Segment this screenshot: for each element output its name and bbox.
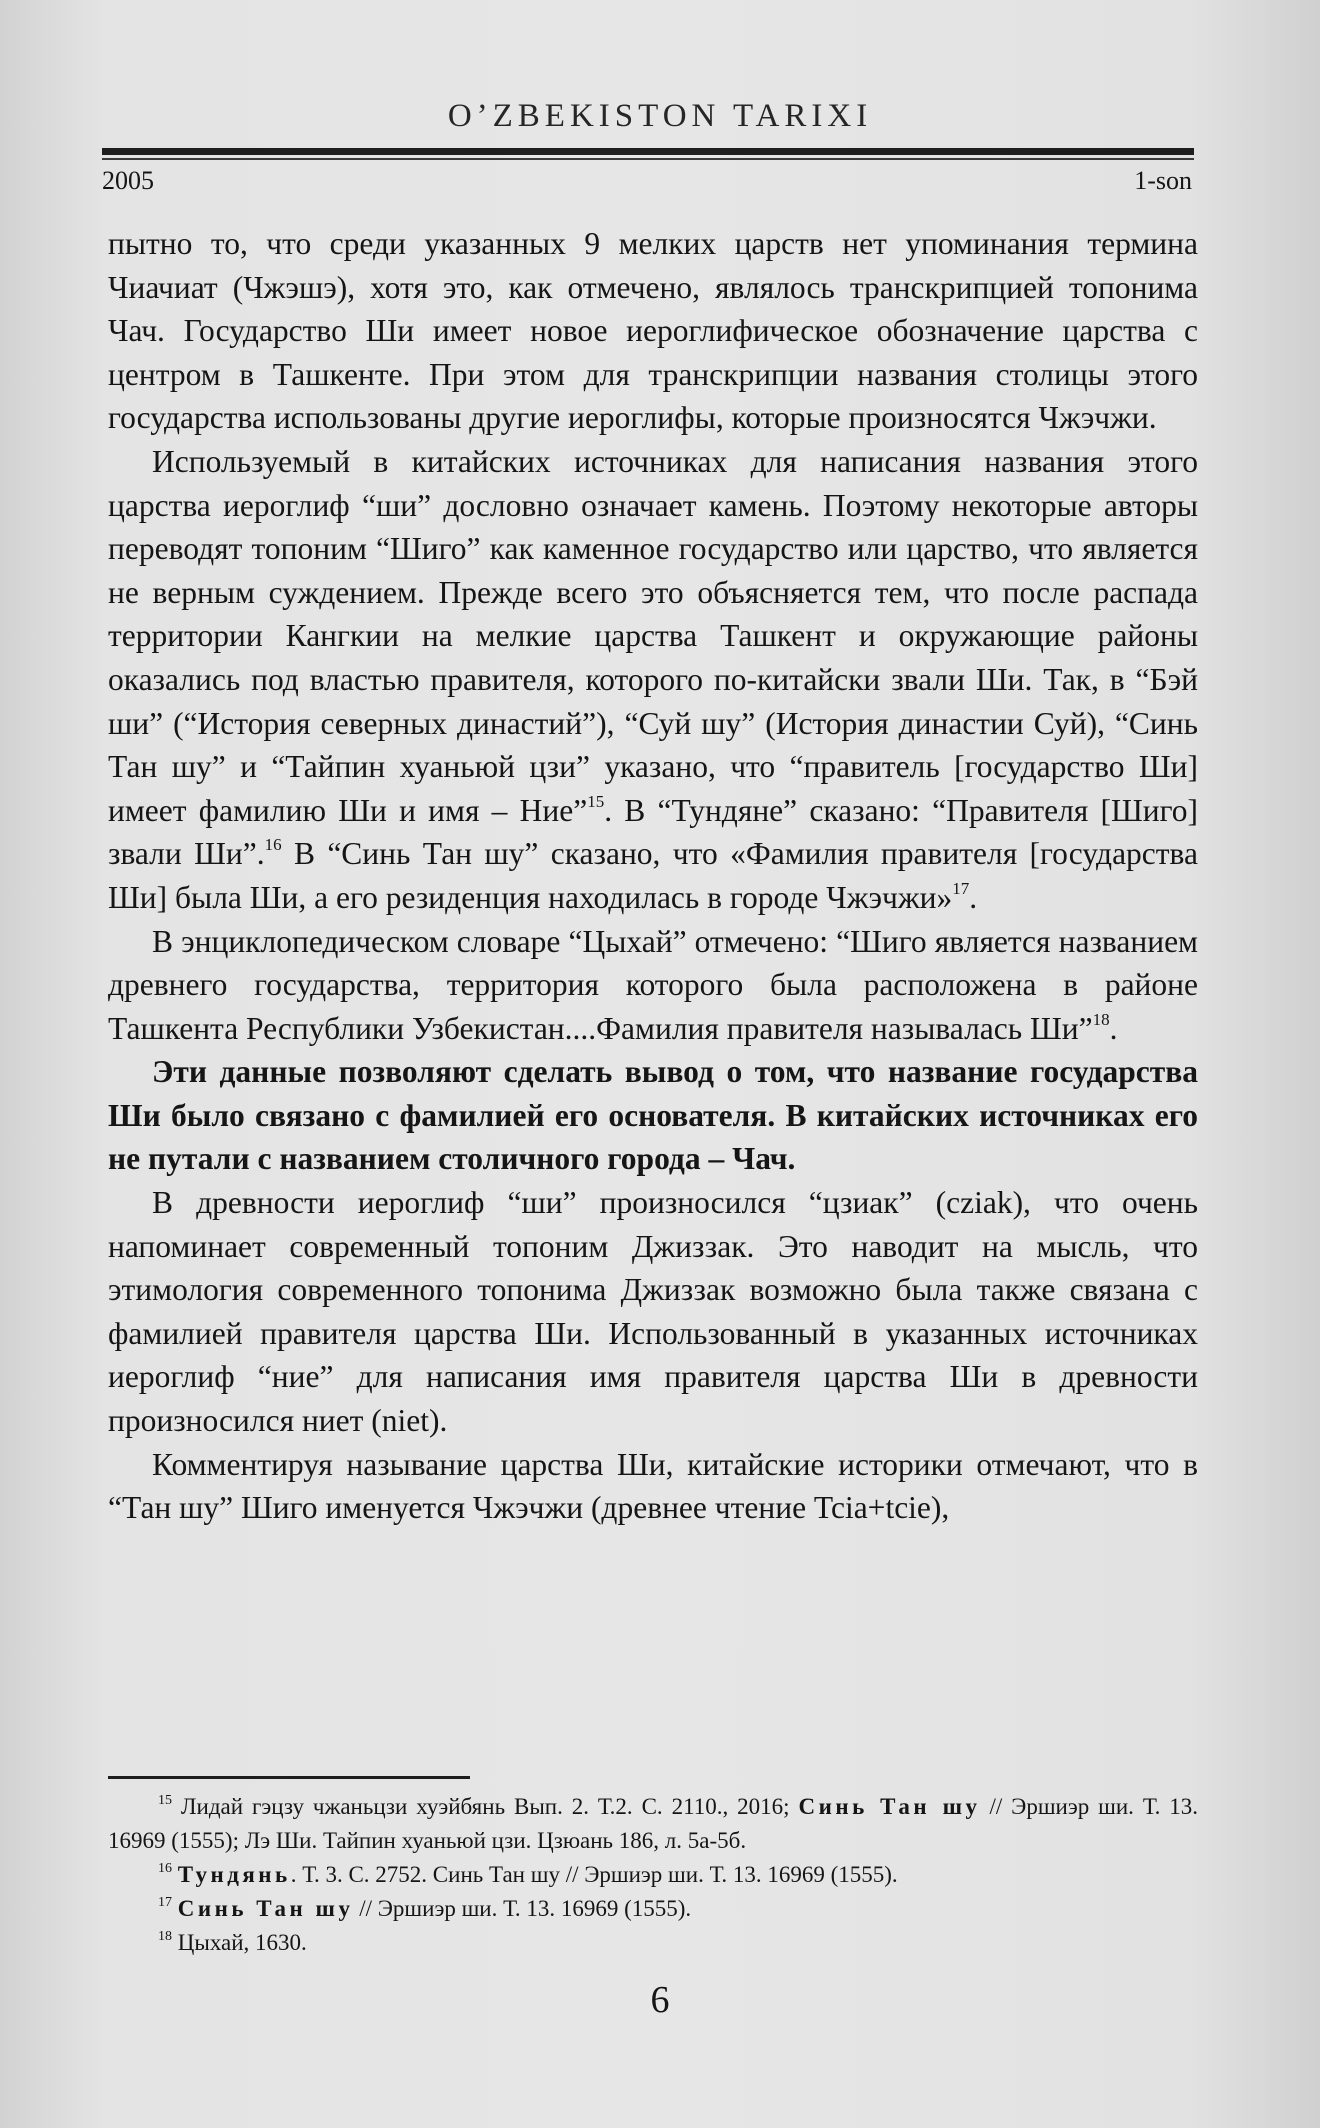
footnotes — [108, 1790, 1198, 1960]
page-number: 6 — [650, 1979, 670, 2021]
footnote-source-title: Тундянь — [177, 1862, 291, 1887]
footnote-number: 15 — [158, 1793, 172, 1808]
footnote-16 — [108, 1858, 1198, 1892]
footnote-18 — [108, 1926, 1198, 1960]
header-issue: 1-son — [1134, 166, 1192, 195]
footnote-number: 17 — [158, 1895, 172, 1910]
footnote-ref-17: 17 — [952, 878, 970, 898]
paragraph-2-text-c: В “Синь Тан шу” сказано, что «Фамилия правителя [государства Ши] была Ши, а его резиденция находилась в городе Чжэчжи» — [108, 836, 1198, 915]
footnote-number: 18 — [158, 1929, 172, 1944]
paragraph-3 — [108, 920, 1198, 1051]
paragraph-3-text-a: В энциклопедическом словаре “Цыхай” отмечено: “Шиго является названием древнего государства, территория которого была расположена в районе Ташкента Республики Узбекистан....Фамилия правителя называлась Ши” — [108, 923, 1198, 1046]
footnote-15 — [108, 1790, 1198, 1858]
header-rule-thick — [102, 148, 1194, 155]
footnote-separator — [108, 1776, 470, 1779]
paragraph-2-text-d: . — [969, 879, 978, 915]
footnote-17 — [108, 1892, 1198, 1926]
paragraph-2 — [108, 440, 1198, 920]
paragraph-1: пытно то, что среди указанных 9 мелких царств нет упоминания термина Чиачиат (Чжэшэ), хотя это, как отмечено, являлось транскрипцией топонима Чач. Государство Ши имеет новое иероглифическое обозначение царства с центром в Ташкенте. При этом для транскрипции названия столицы этого государства использованы другие иероглифы, которые произносятся Чжэчжи. — [108, 226, 1198, 436]
footnote-text: // Эршиэр ши. Т. 13. 16969 (1555). — [353, 1896, 692, 1921]
footnote-source-title: Синь Тан шу — [798, 1794, 981, 1819]
footnote-number: 16 — [158, 1861, 172, 1876]
footnote-ref-16: 16 — [264, 835, 282, 855]
paragraph-6: Комментируя называние царства Ши, китайские историки отмечают, что в “Тан шу” Шиго именуется Чжэчжи (древнее чтение Tcia+tcie), — [108, 1446, 1198, 1526]
paragraph-4-conclusion: Эти данные позволяют сделать вывод о том, что название государства Ши было связано с фамилией его основателя. В китайских источниках его не путали с названием столичного города – Чач. — [108, 1054, 1198, 1177]
body-text — [108, 222, 1198, 1530]
footnote-ref-18: 18 — [1092, 1009, 1110, 1029]
footnote-text: . Т. 3. С. 2752. Синь Тан шу // Эршиэр ши. Т. 13. 16969 (1555). — [290, 1862, 898, 1887]
footnote-text: Лидай гэцзу чжаньцзи хуэйбянь Вып. 2. Т.2. С. 2110., 2016; — [172, 1794, 799, 1819]
paragraph-2-text-b: . В “Тундяне” сказано: “Правителя [Шиго] звали Ши”. — [108, 792, 1199, 872]
running-title: O’ZBEKISTON TARIXI — [447, 98, 873, 134]
header-rule-thin — [102, 158, 1194, 160]
footnote-source-title: Синь Тан шу — [177, 1896, 354, 1921]
paragraph-2-text-a: Используемый в китайских источниках для написания названия этого царства иероглиф “ши” дословно означает камень. Поэтому некоторые авторы переводят топоним “Шиго” как каменное государство или царство, что является не верным суждением. Прежде всего это объясняется тем, что после распада территории Кангкии на мелкие царства Ташкент и окружающие районы оказались под властью правителя, которого по-китайски звали Ши. Так, в “Бэй ши” (“История северных династий”), “Суй шу” (История династии Суй), “Синь Тан шу” и “Тайпин хуаньюй цзи” указано, что “правитель [государство Ши] имеет фамилию Ши и имя – Ние” — [108, 443, 1198, 828]
footnote-ref-15: 15 — [587, 791, 605, 811]
footnote-text: // Эршиэр ши. Т. 13. 16969 (1555); Лэ Ши. Тайпин хуаньюй цзи. Цзюань 186, л. 5а-5б. — [108, 1794, 1198, 1853]
footnote-text: Цыхай, 1630. — [172, 1930, 307, 1955]
header-year: 2005 — [102, 166, 154, 195]
paragraph-5: В древности иероглиф “ши” произносился “цзиак” (cziak), что очень напоминает современный топоним Джиззак. Это наводит на мысль, что этимология современного топонима Джиззак возможно была также связана с фамилией правителя царства Ши. Использованный в указанных источниках иероглиф “ние” для написания имя правителя царства Ши в древности произносился ниет (niet). — [108, 1185, 1198, 1439]
paragraph-3-text-b: . — [1109, 1010, 1118, 1046]
